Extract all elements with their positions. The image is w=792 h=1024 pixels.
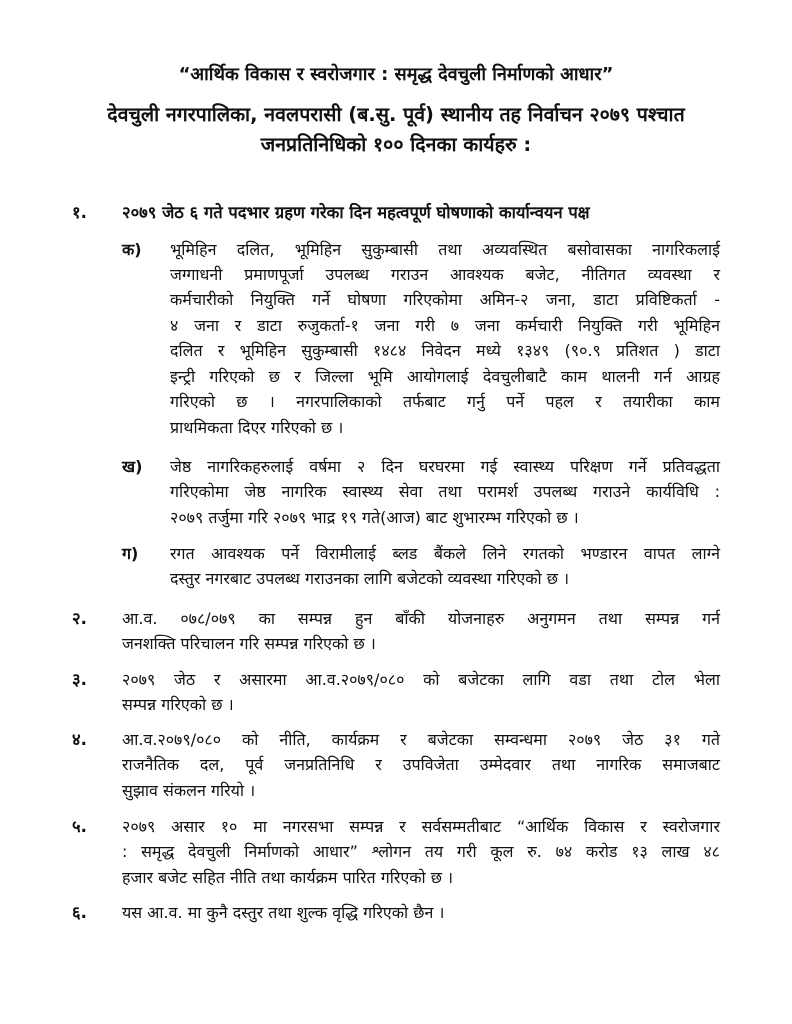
item-number: ३.	[72, 670, 87, 689]
text-line: २०७९ तर्जुमा गरि २०७९ भाद्र १९ गते(आज) बाट शुभारम्भ गरिएको छ ।	[170, 508, 579, 527]
subitem-label: ख)	[122, 457, 143, 476]
text-line: इन्ट्री गरिएको छ र जिल्ला भूमि आयोगलाई देवचुलीबाटै काम थालनी गर्न आग्रह	[170, 367, 720, 386]
item-number: ५.	[72, 817, 87, 836]
text-line: राजनैतिक दल, पूर्व जनप्रतिनिधि र उपविजेता उम्मेदवार तथा नागरिक समाजबाट	[122, 755, 720, 774]
text-line: ४ जना र डाटा रुजुकर्ता-१ जना गरी ७ जना कर्मचारी नियुक्ति गरी भूमिहिन	[170, 316, 720, 335]
text-line: सम्पन्न गरिएको छ ।	[122, 695, 234, 714]
item-number: ६.	[72, 903, 87, 922]
document-title: “आर्थिक विकास र स्वरोजगार : समृद्ध देवचुली निर्माणको आधार”	[178, 64, 614, 85]
item-number: १.	[72, 203, 87, 222]
text-line: गरिएको छ । नगरपालिकाको तर्फबाट गर्नु पर्ने पहल र तयारीका काम	[170, 392, 720, 411]
document-subtitle-line: जनप्रतिनिधिको १०० दिनका कार्यहरु :	[260, 133, 532, 156]
text-line: यस आ.व. मा कुनै दस्तुर तथा शुल्क वृद्धि गरिएको छैन ।	[122, 903, 445, 922]
text-line: जनशक्ति परिचालन गरि सम्पन्न गरिएको छ ।	[122, 634, 376, 653]
item-number: २.	[72, 609, 87, 628]
text-line: दस्तुर नगरबाट उपलब्ध गराउनका लागि बजेटको व्यवस्था गरिएको छ ।	[170, 569, 570, 588]
text-line: आ.व. ०७८/०७९ का सम्पन्न हुन बाँकी योजनाहरु अनुगमन तथा सम्पन्न गर्न	[122, 609, 720, 628]
document-subtitle-line: देवचुली नगरपालिका, नवलपरासी (ब.सु. पूर्व) स्थानीय तह निर्वाचन २०७९ पश्चात	[107, 103, 685, 126]
text-line: कर्मचारीको नियुक्ति गर्ने घोषणा गरिएकोमा अमिन-२ जना, डाटा प्रविष्टिकर्ता -	[170, 290, 720, 309]
text-line: २०७९ असार १० मा नगरसभा सम्पन्न र सर्वसम्मतीबाट “आर्थिक विकास र स्वरोजगार	[122, 817, 720, 836]
text-line: प्राथमिकता दिएर गरिएको छ ।	[170, 418, 344, 437]
subitem-label: क)	[122, 240, 142, 259]
text-line: जेष्ठ नागरिकहरुलाई वर्षमा २ दिन घरघरमा गई स्वास्थ्य परिक्षण गर्ने प्रतिवद्धता	[170, 457, 720, 476]
text-line: रगत आवश्यक पर्ने विरामीलाई ब्लड बैंकले लिने रगतको भण्डारन वापत लाग्ने	[170, 544, 720, 563]
subitem-label: ग)	[122, 544, 139, 563]
text-line: २०७९ जेठ र असारमा आ.व.२०७९/०८० को बजेटका लागि वडा तथा टोल भेला	[122, 670, 720, 689]
text-line: जग्गाधनी प्रमाणपूर्जा उपलब्ध गराउन आवश्यक बजेट, नीतिगत व्यवस्था र	[170, 265, 720, 284]
text-line: भूमिहिन दलित, भूमिहिन सुकुम्बासी तथा अव्यवस्थित बसोवासका नागरिकलाई	[170, 240, 720, 259]
item-number: ४.	[72, 730, 87, 749]
item-heading: २०७९ जेठ ६ गते पदभार ग्रहण गरेका दिन महत्वपूर्ण घोषणाको कार्यान्वयन पक्ष	[122, 203, 590, 222]
text-line: : समृद्ध देवचुली निर्माणको आधार” श्लोगन तय गरी कूल रु. ७४ करोड १३ लाख ४८	[122, 842, 720, 861]
text-line: हजार बजेट सहित नीति तथा कार्यक्रम पारित गरिएको छ ।	[122, 868, 454, 887]
text-line: दलित र भूमिहिन सुकुम्बासी १४८४ निवेदन मध्ये १३४९ (९०.९ प्रतिशत ) डाटा	[170, 341, 720, 360]
text-line: आ.व.२०७९/०८० को नीति, कार्यक्रम र बजेटका सम्वन्धमा २०७९ जेठ ३१ गते	[122, 730, 720, 749]
text-line: सुझाव संकलन गरियो ।	[122, 781, 256, 800]
text-line: गरिएकोमा जेष्ठ नागरिक स्वास्थ्य सेवा तथा परामर्श उपलब्ध गराउने कार्यविधि :	[170, 482, 720, 501]
